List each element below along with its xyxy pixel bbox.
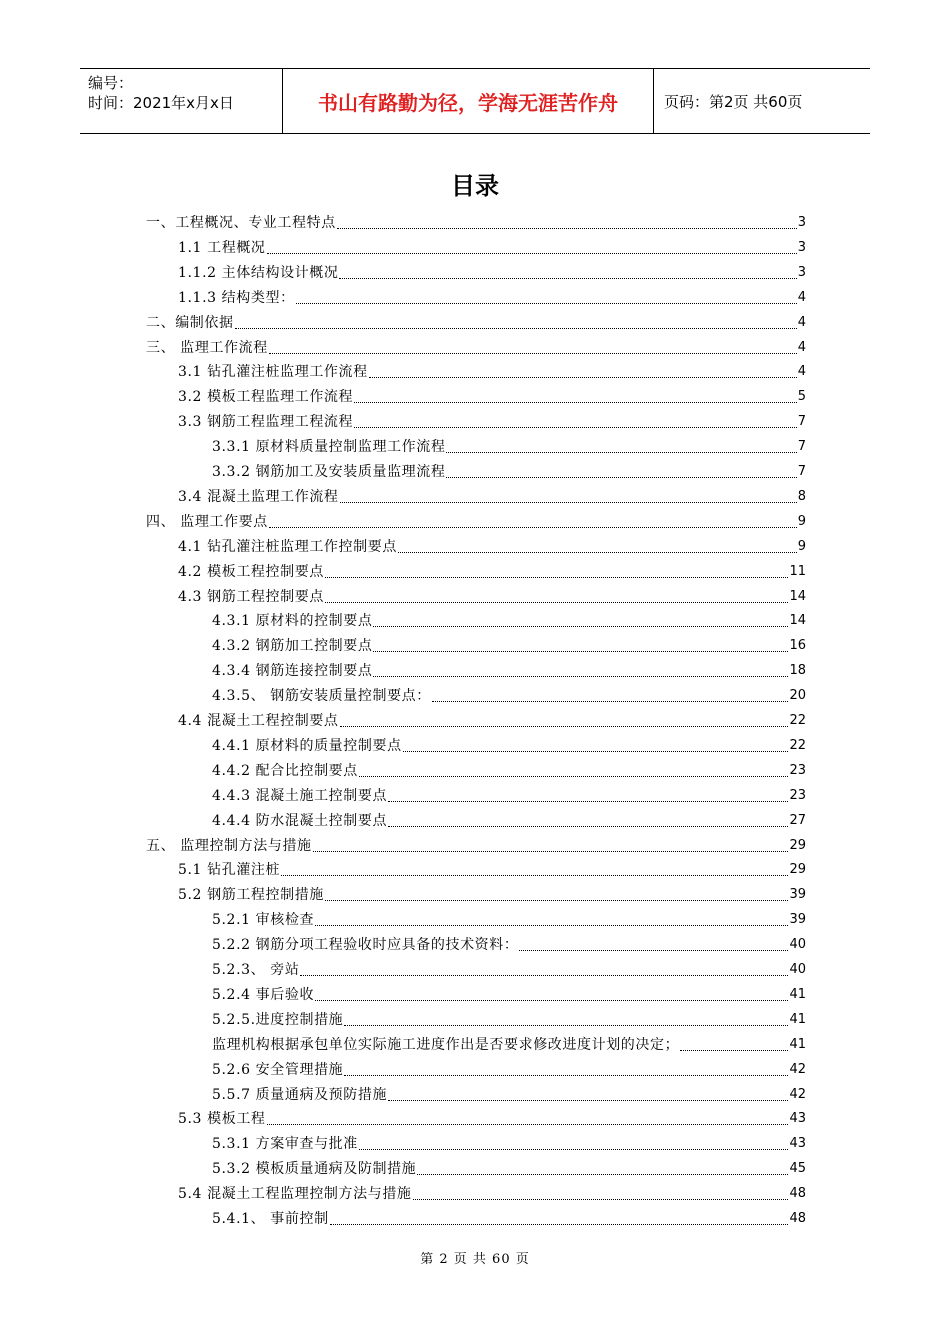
toc-entry[interactable] — [178, 258, 806, 282]
toc-entry-text: 3.1 钻孔灌注桩监理工作流程 — [178, 364, 368, 381]
header-page-cell — [654, 69, 870, 133]
toc-entry-page: 5 — [797, 389, 806, 405]
toc-entry-text: 1.1 工程概况 — [178, 239, 266, 256]
document-number-label: 编号： — [88, 74, 134, 92]
toc-entry[interactable] — [212, 756, 806, 780]
toc-entry-page: 43 — [789, 1136, 806, 1152]
toc-entry[interactable] — [212, 1030, 806, 1054]
toc-dot-leader — [446, 464, 796, 478]
toc-entry-text: 4.4 混凝土工程控制要点 — [178, 713, 339, 729]
toc-entry-text: 5.2.2 钢筋分项工程验收时应具备的技术资料： — [212, 937, 519, 954]
toc-dot-leader — [446, 439, 796, 453]
toc-entry-text: 5.4 混凝土工程监理控制方法与措施 — [178, 1186, 412, 1203]
toc-entry-page: 4 — [797, 314, 806, 330]
toc-entry[interactable] — [212, 1154, 806, 1178]
toc-dot-leader — [269, 340, 797, 354]
toc-dot-leader — [344, 1062, 788, 1076]
toc-dot-leader — [269, 514, 797, 528]
toc-entry-page: 22 — [789, 737, 806, 753]
document-date: 时间：2021年x月x日 — [88, 94, 234, 112]
toc-entry-text: 5.3 模板工程 — [178, 1111, 266, 1128]
toc-entry-page: 39 — [789, 887, 806, 903]
page-header — [80, 68, 870, 134]
toc-dot-leader — [300, 962, 788, 976]
toc-entry-page: 43 — [789, 1111, 806, 1127]
toc-entry[interactable] — [146, 507, 806, 531]
toc-dot-leader — [373, 613, 788, 627]
toc-entry-text: 5.3.2 模板质量通病及防制措施 — [212, 1161, 417, 1178]
toc-entry-text: 3.3.1 原材料质量控制监理工作流程 — [212, 439, 446, 456]
toc-entry[interactable] — [146, 308, 806, 332]
toc-dot-leader — [340, 713, 789, 727]
toc-entry[interactable] — [212, 1080, 806, 1104]
toc-entry-page: 29 — [789, 837, 806, 853]
toc-entry-text: 4.3.5、 钢筋安装质量控制要点： — [212, 688, 431, 705]
toc-entry[interactable] — [178, 407, 806, 431]
toc-entry-page: 9 — [797, 538, 806, 554]
toc-entry[interactable] — [178, 382, 806, 406]
toc-entry[interactable] — [212, 1005, 806, 1029]
toc-entry-text: 4.4.4 防水混凝土控制要点 — [212, 812, 388, 829]
toc-entry-text: 4.2 模板工程控制要点 — [178, 563, 324, 580]
toc-entry-text: 5.2.4 事后验收 — [212, 986, 315, 1003]
toc-entry-page: 48 — [789, 1186, 806, 1202]
toc-entry-text: 3.4 混凝土监理工作流程 — [178, 488, 339, 505]
toc-entry-page: 8 — [797, 488, 806, 504]
toc-dot-leader — [369, 364, 797, 378]
toc-dot-leader — [388, 788, 788, 802]
toc-entry[interactable] — [146, 831, 806, 855]
toc-entry-text: 3.3.2 钢筋加工及安装质量监理流程 — [212, 464, 446, 480]
toc-dot-leader — [388, 813, 788, 827]
toc-entry-text: 一、工程概况、专业工程特点 — [146, 215, 336, 231]
toc-entry-text: 5.5.7 质量通病及预防措施 — [212, 1086, 388, 1103]
toc-entry[interactable] — [212, 781, 806, 805]
toc-entry-page: 14 — [789, 588, 806, 604]
toc-entry[interactable] — [178, 357, 806, 381]
toc-entry-text: 5.3.1 方案审查与批准 — [212, 1136, 358, 1153]
toc-entry-page: 41 — [789, 986, 806, 1002]
toc-entry-page: 4 — [797, 364, 806, 380]
toc-entry-page: 4 — [797, 289, 806, 305]
toc-entry[interactable] — [212, 955, 806, 979]
toc-dot-leader — [267, 1111, 789, 1125]
toc-entry-page: 11 — [789, 563, 806, 579]
toc-dot-leader — [313, 838, 789, 852]
toc-entry-text: 1.1.3 结构类型： — [178, 289, 295, 306]
toc-entry-page: 9 — [797, 513, 806, 529]
toc-entry-text: 5.2 钢筋工程控制措施 — [178, 887, 324, 904]
toc-dot-leader — [432, 688, 789, 702]
toc-entry-page: 7 — [797, 414, 806, 430]
toc-dot-leader — [315, 987, 788, 1001]
toc-entry[interactable] — [212, 806, 806, 830]
toc-entry-text: 3.2 模板工程监理工作流程 — [178, 389, 354, 406]
toc-entry-text: 4.3.2 钢筋加工控制要点 — [212, 638, 373, 655]
toc-entry-page: 42 — [789, 1061, 806, 1077]
toc-entry-page: 7 — [797, 439, 806, 455]
toc-entry[interactable] — [212, 980, 806, 1004]
toc-entry-page: 48 — [789, 1211, 806, 1226]
toc-entry-page: 7 — [797, 464, 806, 479]
header-motto: 书山有路勤为径，学海无涯苦作舟 — [318, 90, 618, 115]
toc-entry-text: 5.2.5.进度控制措施 — [212, 1011, 344, 1028]
toc-dot-leader — [413, 1186, 789, 1200]
toc-entry[interactable] — [178, 706, 806, 730]
toc-entry[interactable] — [178, 880, 806, 904]
toc-dot-leader — [344, 1012, 788, 1026]
toc-dot-leader — [388, 1087, 788, 1101]
toc-entry[interactable] — [212, 631, 806, 655]
toc-dot-leader — [373, 638, 788, 652]
toc-entry-page: 27 — [789, 812, 806, 828]
header-page-info: 页码：第2页 共60页 — [664, 92, 803, 111]
toc-entry-text: 5.1 钻孔灌注桩 — [178, 862, 281, 879]
toc-entry-text: 5.4.1、 事前控制 — [212, 1211, 329, 1227]
toc-dot-leader — [398, 539, 797, 553]
toc-entry-text: 3.3 钢筋工程监理工程流程 — [178, 414, 354, 431]
toc-entry-page: 23 — [789, 762, 806, 778]
toc-entry[interactable] — [212, 905, 806, 929]
toc-entry[interactable] — [146, 208, 806, 232]
toc-entry[interactable] — [178, 532, 806, 556]
toc-dot-leader — [330, 1211, 789, 1225]
toc-entry[interactable] — [178, 855, 806, 879]
toc-dot-leader — [267, 240, 797, 254]
toc-dot-leader — [359, 763, 789, 777]
toc-entry-page: 39 — [789, 912, 806, 928]
toc-dot-leader — [354, 414, 797, 428]
header-motto-cell — [282, 69, 654, 133]
toc-entry-page: 3 — [797, 264, 806, 280]
toc-entry[interactable] — [178, 283, 806, 307]
toc-entry-text: 4.4.1 原材料的质量控制要点 — [212, 737, 402, 754]
toc-entry-text: 监理机构根据承包单位实际施工进度作出是否要求修改进度计划的决定； — [212, 1036, 680, 1053]
toc-dot-leader — [340, 489, 797, 503]
toc-entry[interactable] — [212, 606, 806, 630]
page-footer: 第 2 页 共 60 页 — [420, 1252, 530, 1267]
toc-dot-leader — [354, 389, 797, 403]
toc-dot-leader — [519, 937, 788, 951]
toc-entry-text: 二、编制依据 — [146, 314, 234, 331]
toc-dot-leader — [281, 862, 788, 876]
toc-entry-text: 四、 监理工作要点 — [146, 513, 268, 530]
toc-dot-leader — [315, 912, 788, 926]
toc-dot-leader — [359, 1136, 789, 1150]
toc-entry[interactable] — [178, 1104, 806, 1128]
toc-entry[interactable] — [178, 482, 806, 506]
toc-entry-page: 3 — [797, 215, 806, 230]
toc-entry[interactable] — [212, 1129, 806, 1153]
toc-entry-text: 4.4.2 配合比控制要点 — [212, 762, 358, 779]
toc-entry-text: 4.3.4 钢筋连接控制要点 — [212, 663, 373, 680]
toc-entry-page: 23 — [789, 787, 806, 803]
toc-dot-leader — [403, 738, 789, 752]
toc-entry-page: 41 — [789, 1036, 806, 1052]
toc-entry[interactable] — [212, 457, 806, 481]
toc-entry-page: 45 — [789, 1161, 806, 1177]
toc-title: 目录 — [451, 172, 499, 200]
toc-entry-page: 3 — [797, 239, 806, 255]
toc-entry-page: 42 — [789, 1086, 806, 1102]
toc-entry-page: 29 — [789, 862, 806, 878]
toc-entry[interactable] — [212, 1204, 806, 1228]
toc-dot-leader — [325, 589, 789, 603]
toc-entry[interactable] — [212, 681, 806, 705]
toc-entry-text: 4.3 钢筋工程控制要点 — [178, 588, 324, 605]
toc-entry-text: 1.1.2 主体结构设计概况 — [178, 264, 339, 281]
toc-entry-text: 4.1 钻孔灌注桩监理工作控制要点 — [178, 538, 397, 555]
toc-entry-page: 20 — [789, 688, 806, 704]
toc-entry-text: 4.3.1 原材料的控制要点 — [212, 613, 373, 630]
toc-entry[interactable] — [178, 557, 806, 581]
toc-dot-leader — [373, 663, 788, 677]
toc-entry[interactable] — [146, 333, 806, 357]
toc-entry[interactable] — [178, 1179, 806, 1203]
toc-entry-text: 5.2.1 审核检查 — [212, 912, 315, 929]
toc-dot-leader — [235, 315, 797, 329]
toc-dot-leader — [325, 887, 789, 901]
toc-entry[interactable] — [212, 1055, 806, 1079]
toc-entry-page: 40 — [789, 962, 806, 977]
toc-entry[interactable] — [212, 432, 806, 456]
toc-entry-text: 5.2.6 安全管理措施 — [212, 1061, 344, 1078]
toc-entry-page: 16 — [789, 638, 806, 654]
toc-dot-leader — [337, 215, 797, 229]
toc-entry-text: 三、 监理工作流程 — [146, 339, 268, 356]
toc-entry-page: 41 — [789, 1011, 806, 1027]
toc-dot-leader — [325, 564, 789, 578]
toc-entry-page: 22 — [789, 713, 806, 728]
toc-dot-leader — [296, 290, 797, 304]
toc-entry-page: 14 — [789, 613, 806, 629]
toc-entry[interactable] — [212, 656, 806, 680]
toc-entry[interactable] — [178, 233, 806, 257]
toc-entry[interactable] — [212, 731, 806, 755]
header-left-cell — [80, 69, 282, 133]
toc-entry[interactable] — [212, 930, 806, 954]
toc-entry[interactable] — [178, 582, 806, 606]
toc-dot-leader — [417, 1161, 788, 1175]
toc-entry-text: 五、 监理控制方法与措施 — [146, 837, 312, 854]
toc-entry-page: 40 — [789, 937, 806, 953]
toc-entry-text: 5.2.3、 旁站 — [212, 962, 300, 978]
toc-dot-leader — [339, 265, 796, 279]
toc-entry-page: 18 — [789, 663, 806, 679]
toc-entry-text: 4.4.3 混凝土施工控制要点 — [212, 787, 388, 804]
toc-dot-leader — [680, 1037, 788, 1051]
toc-entry-page: 4 — [797, 339, 806, 355]
